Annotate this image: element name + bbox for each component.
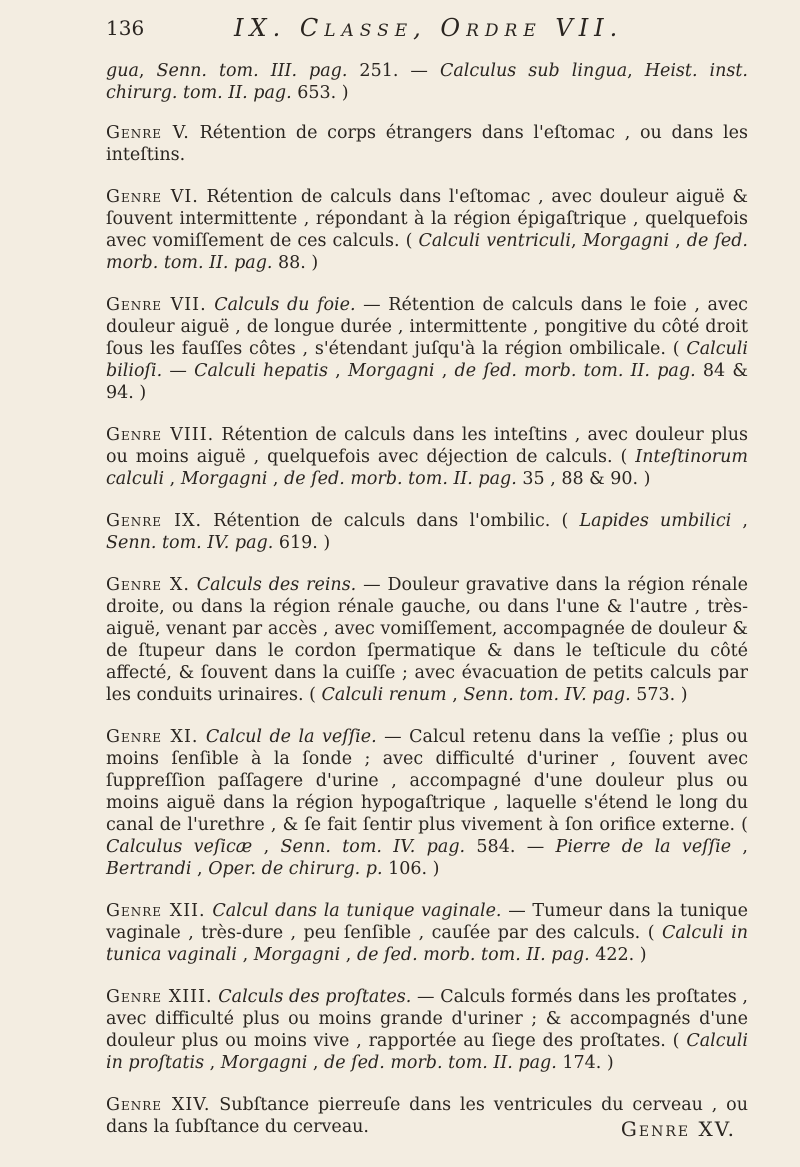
- italic-text: Senn. tom. III. pag.: [156, 61, 348, 81]
- italic-text: Calculi hepatis: [194, 361, 328, 381]
- text-run: — Calculs formés dans les proſtates , avec difficulté plus ou moins grande d'uriner ; & accompagnés d'une douleur plus ou moins vive , rapportée au ſiege des proſtates. (: [106, 987, 748, 1051]
- text-run: ,: [164, 469, 181, 489]
- genre-heading: Genre VIII.: [106, 425, 215, 445]
- italic-text: Morgagni: [347, 361, 435, 381]
- italic-text: Calculus veſicæ: [106, 837, 253, 857]
- italic-text: Morgagni: [220, 1053, 308, 1073]
- text-run: ,: [138, 61, 157, 81]
- text-run: — Douleur gravative dans la région rénale droite, ou dans la région rénale gauche, ou dans l'une & l'autre , très-aiguë, venant par accès , avec vomiſſement, accompagnée de douleur & de ſtupeur dans le cordon ſpermatique & dans le teſticule du côté affecté, & ſouvent dans la cuiſſe ; avec évacuation de petits calculs par les conduits urinaires. (: [106, 575, 748, 705]
- text-run: 251. —: [347, 61, 440, 81]
- paragraph-vii: [106, 294, 748, 404]
- text-run: Subſtance pierreuſe dans les ventricules du cerveau , ou dans la ſubſtance du cerveau.: [106, 1095, 748, 1137]
- italic-text: Calculs des reins.: [196, 575, 357, 595]
- italic-text: Inteſtinorum calculi: [106, 447, 748, 489]
- italic-text: Lapides umbilici: [579, 511, 732, 531]
- text-run: 88. ): [272, 253, 319, 273]
- paragraph-v: [106, 122, 748, 166]
- page-number: 136: [106, 16, 145, 40]
- genre-heading: Genre XIV.: [106, 1095, 211, 1115]
- genre-heading: Genre XII.: [106, 901, 206, 921]
- text-run: ,: [434, 361, 455, 381]
- genre-heading: Genre VI.: [106, 187, 199, 207]
- text-run: Rétention de corps étrangers dans l'eſtomac , ou dans les inteſtins.: [106, 123, 748, 165]
- page-header: [106, 14, 746, 54]
- text-run: — Rétention de calculs dans le foie , avec douleur aiguë , de longue durée , intermittente , pongitive du côté droit ſous les fauſſes côtes , s'étendant juſqu'à la région ombilicale. (: [106, 295, 748, 359]
- italic-text: Calcul de la veſſie.: [205, 727, 377, 747]
- italic-text: Calculs des proſtates.: [218, 987, 412, 1007]
- italic-text: Morgagni: [180, 469, 268, 489]
- italic-text: Calcul dans la tunique vaginale.: [212, 901, 502, 921]
- text-run: ,: [267, 469, 285, 489]
- text-run: — Tumeur dans la tunique vaginale , très-dure , peu ſenſible , cauſée par des calculs. (: [106, 901, 748, 943]
- text-run: 573. ): [630, 685, 688, 705]
- text-run: — Calcul retenu dans la veſſie ; plus ou moins ſenſible à la ſonde ; avec difficulté d'uriner , ſouvent avec ſuppreſſion paſſagere d'urine , accompagné d'une douleur plus ou moins aiguë dans la région hypogaſtrique , laquelle s'étend le long du canal de l'urethre , & ſe fait ſentir plus vivement à ſon orifice externe. (: [106, 727, 748, 835]
- text-run: 106. ): [382, 859, 440, 879]
- genre-heading: Genre VII.: [106, 295, 207, 315]
- italic-text: Calculi in tunica vaginali: [106, 923, 748, 965]
- text-run: ,: [237, 945, 254, 965]
- text-run: [198, 727, 205, 747]
- text-run: ,: [252, 837, 281, 857]
- paragraph-xiii: [106, 986, 748, 1074]
- body-text: [106, 60, 748, 1158]
- genre-heading: Genre XIII.: [106, 987, 213, 1007]
- text-run: ,: [731, 511, 748, 531]
- paragraph-xi: [106, 726, 748, 880]
- text-run: ,: [570, 231, 583, 251]
- italic-text: de ſed. morb. tom. II. pag.: [356, 945, 590, 965]
- italic-text: de ſed. morb. tom. II. pag.: [106, 231, 748, 273]
- italic-text: Calculs du foie.: [214, 295, 356, 315]
- italic-text: Oper. de chirurg. p.: [208, 859, 383, 879]
- genre-heading: Genre XI.: [106, 727, 199, 747]
- italic-text: de ſed. morb. tom. II. pag.: [284, 469, 517, 489]
- text-run: ,: [204, 1053, 221, 1073]
- text-run: ,: [446, 685, 464, 705]
- text-run: 84 & 94. ): [106, 361, 748, 403]
- italic-text: Bertrandi: [106, 859, 192, 879]
- paragraph-ix: [106, 510, 748, 554]
- text-run: ,: [307, 1053, 325, 1073]
- catchword: Genre XV.: [620, 1117, 736, 1141]
- text-run: —: [162, 361, 195, 381]
- text-run: 619. ): [273, 533, 331, 553]
- italic-text: de ſed. morb. tom. II. pag.: [324, 1053, 557, 1073]
- text-run: Rétention de calculs dans l'ombilic. (: [202, 511, 580, 531]
- genre-heading: Genre V.: [106, 123, 190, 143]
- text-run: ,: [327, 361, 348, 381]
- text-run: ,: [340, 945, 357, 965]
- italic-text: Calculi in proſtatis: [106, 1031, 748, 1073]
- italic-text: Senn. tom. IV. pag.: [106, 533, 274, 553]
- italic-text: Senn. tom. IV. pag.: [463, 685, 631, 705]
- text-run: ,: [191, 859, 209, 879]
- text-run: Rétention de calculs dans les inteſtins , avec douleur plus ou moins aiguë , quelquefois avec déjection de calculs. (: [106, 425, 749, 467]
- text-run: Rétention de calculs dans l'eſtomac , avec douleur aiguë & ſouvent intermittente , répondant à la région épigaſtrique , quelquefois avec vomiſſement de ces calculs. (: [106, 187, 748, 251]
- italic-text: Pierre de la veſſie: [555, 837, 732, 857]
- running-title: IX. Classe, Ordre VII.: [234, 14, 624, 42]
- text-run: 174. ): [556, 1053, 614, 1073]
- paragraph-xii: [106, 900, 748, 966]
- italic-text: Calculus sub lingua: [439, 61, 628, 81]
- text-run: 35 , 88 & 90. ): [516, 469, 651, 489]
- italic-text: Senn. tom. IV. pag.: [280, 837, 466, 857]
- text-run: ,: [731, 837, 748, 857]
- paragraph-cont: [106, 60, 748, 104]
- genre-heading: Genre X.: [106, 575, 190, 595]
- text-run: [190, 575, 197, 595]
- text-run: 422. ): [589, 945, 647, 965]
- italic-text: Heist. inst. chirurg. tom. II. pag.: [106, 61, 748, 103]
- paragraph-viii: [106, 424, 748, 490]
- text-run: ,: [669, 231, 687, 251]
- italic-text: Calculi bilioſi.: [106, 339, 748, 381]
- italic-text: Calculi ventriculi: [418, 231, 571, 251]
- text-run: 584. —: [465, 837, 556, 857]
- italic-text: de ſed. morb. tom. II. pag.: [454, 361, 696, 381]
- italic-text: Calculi renum: [321, 685, 447, 705]
- text-run: ,: [627, 61, 645, 81]
- italic-text: Morgagni: [253, 945, 341, 965]
- text-run: 653. ): [291, 83, 349, 103]
- italic-text: Morgagni: [582, 231, 670, 251]
- genre-heading: Genre IX.: [106, 511, 203, 531]
- italic-text: gua: [106, 61, 139, 81]
- paragraph-vi: [106, 186, 748, 274]
- paragraph-x: [106, 574, 748, 706]
